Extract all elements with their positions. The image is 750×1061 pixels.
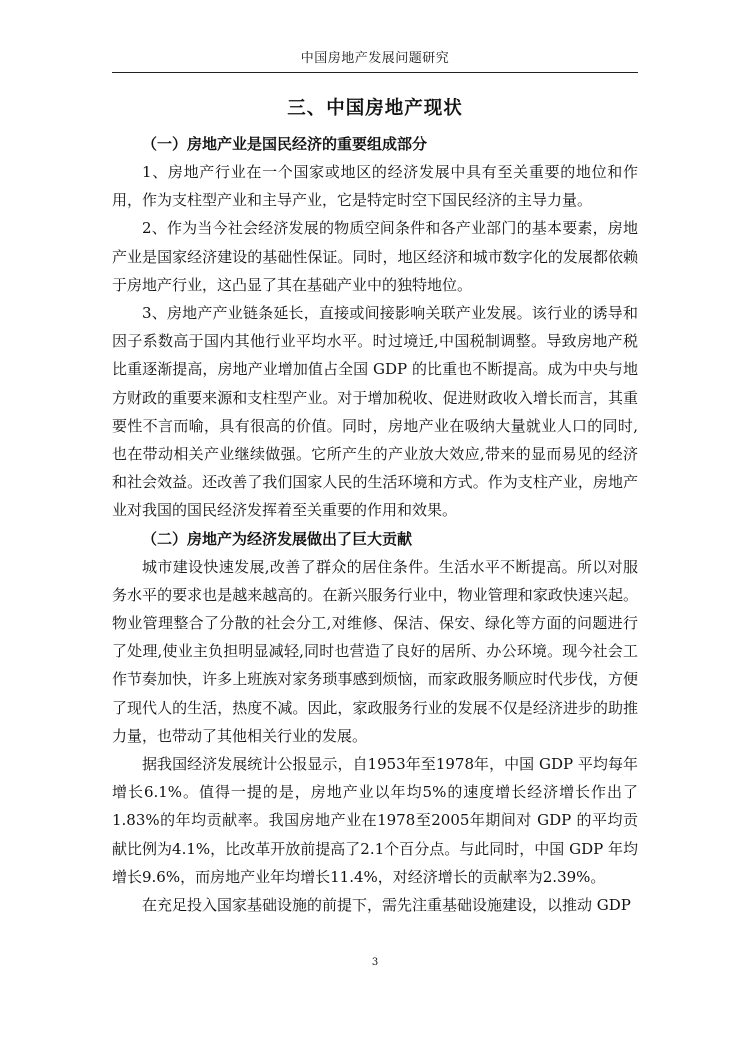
- page-number: 3: [371, 957, 379, 968]
- subsection-heading: （一）房地产业是国民经济的重要组成部分: [142, 135, 428, 153]
- page-body: [112, 94, 638, 919]
- paragraph: 1、房地产行业在一个国家或地区的经济发展中具有至关重要的地位和作用，作为支柱型产业和主导产业，它是特定时空下国民经济的主导力量。: [112, 163, 638, 210]
- paragraph: 在充足投入国家基础设施的前提下，需先注重基础设施建设，以推动 GDP: [142, 896, 631, 915]
- header-divider: [112, 72, 638, 73]
- paragraph: 据我国经济发展统计公报显示，自1953年至1978年，中国 GDP 平均每年增长6.1%。值得一提的是，房地产业以年均5%的速度增长经济增长作出了1.83%的年均贡献率。我国房地产业在1978至2005年期间对 GDP 的平均贡献比例为4.1%，比改革开放前提高了2.1个百分点。与此同时，中国 GDP 年均增长9.6%，而房地产业年均增长11.4%，对经济增长的贡献率为2.39%。: [112, 755, 638, 886]
- paragraph: 3、房地产产业链条延长，直接或间接影响关联产业发展。该行业的诱导和因子系数高于国内其他行业平均水平。时过境迁,中国税制调整。导致房地产税比重逐渐提高，房地产业增加值占全国 GDP 的比重也不断提高。成为中央与地方财政的重要来源和支柱型产业。对于增加税收、促进财政收入增长而言，其重要性不言而喻，具有很高的价值。同时，房地产业在吸纳大量就业人口的同时,也在带动相关产业继续做强。它所产生的产业放大效应,带来的显而易见的经济和社会效益。还改善了我们国家人民的生活环境和方式。作为支柱产业，房地产业对我国的国民经济发挥着至关重要的作用和效果。: [112, 304, 638, 520]
- section-title: 三、中国房地产现状: [287, 98, 463, 119]
- subsection-heading: （二）房地产为经济发展做出了巨大贡献: [142, 529, 413, 548]
- running-header: 中国房地产发展问题研究: [300, 51, 450, 66]
- paragraph: 2、作为当今社会经济发展的物质空间条件和各产业部门的基本要素，房地产业是国家经济建设的基础性保证。同时，地区经济和城市数字化的发展都依赖于房地产行业，这凸显了其在基础产业中的独特地位。: [112, 219, 638, 294]
- paragraph: 城市建设快速发展,改善了群众的居住条件。生活水平不断提高。所以对服务水平的要求也是越来越高的。在新兴服务行业中，物业管理和家政快速兴起。物业管理整合了分散的社会分工,对维修、保洁、保安、绿化等方面的问题进行了处理,使业主负担明显减轻,同时也营造了良好的居所、办公环境。现今社会工作节奏加快，许多上班族对家务琐事感到烦恼，而家政服务顺应时代步伐，方便了现代人的生活，热度不减。因此，家政服务行业的发展不仅是经济进步的助推力量，也带动了其他相关行业的发展。: [112, 557, 638, 745]
